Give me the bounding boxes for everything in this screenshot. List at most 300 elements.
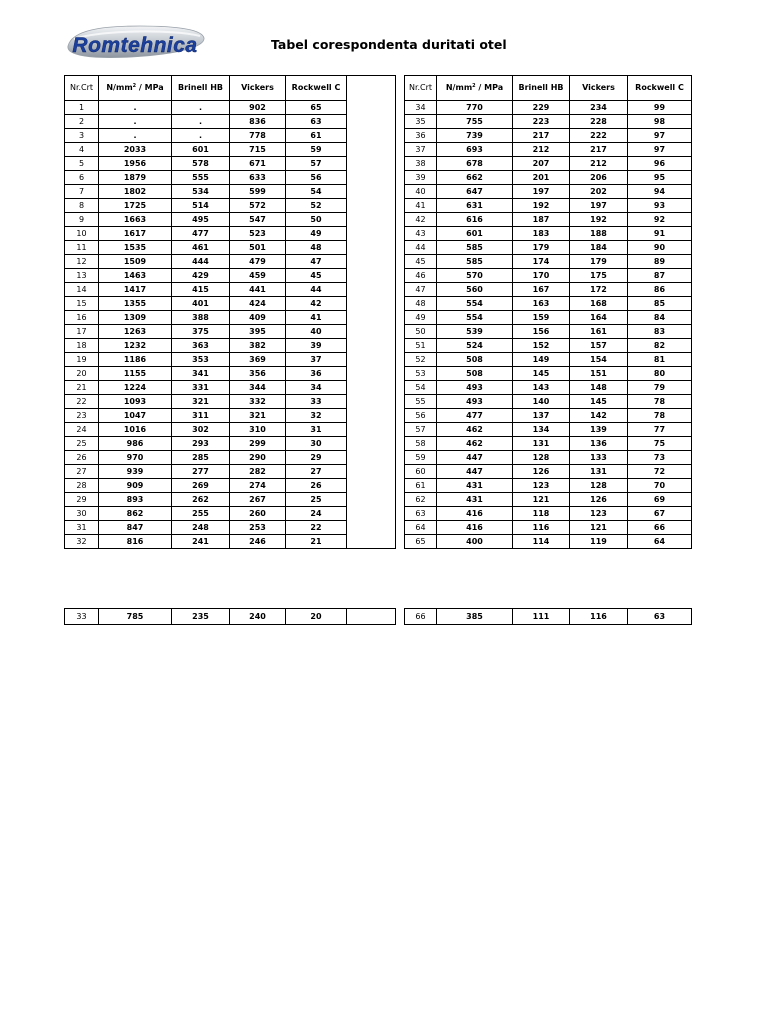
mpa-cell: 447 (437, 465, 513, 479)
col-header-empty (347, 76, 396, 101)
mpa-cell: 862 (99, 507, 172, 521)
vickers-cell: 136 (570, 437, 628, 451)
rockwell-cell: 63 (628, 609, 692, 625)
brinell-cell: 143 (513, 381, 570, 395)
rockwell-cell: 32 (286, 409, 347, 423)
spacer-cell (347, 521, 396, 535)
rockwell-cell: 52 (286, 199, 347, 213)
col-header-mpa-sup: 2 (472, 83, 476, 89)
brinell-cell: 121 (513, 493, 570, 507)
rockwell-cell: 75 (628, 437, 692, 451)
vickers-cell: 332 (230, 395, 286, 409)
vickers-cell: 253 (230, 521, 286, 535)
vickers-cell: 179 (570, 255, 628, 269)
rockwell-cell: 29 (286, 451, 347, 465)
nr-cell: 40 (405, 185, 437, 199)
vickers-cell: 126 (570, 493, 628, 507)
brinell-cell: 126 (513, 465, 570, 479)
nr-cell: 38 (405, 157, 437, 171)
brinell-cell: 269 (172, 479, 230, 493)
rockwell-cell: 36 (286, 367, 347, 381)
rockwell-cell: 67 (628, 507, 692, 521)
vickers-cell: 671 (230, 157, 286, 171)
table-row (65, 423, 396, 437)
rockwell-cell: 81 (628, 353, 692, 367)
vickers-cell: 131 (570, 465, 628, 479)
vickers-cell: 222 (570, 129, 628, 143)
spacer-cell (347, 493, 396, 507)
nr-cell: 20 (65, 367, 99, 381)
nr-cell: 49 (405, 311, 437, 325)
nr-cell: 14 (65, 283, 99, 297)
table-row (65, 437, 396, 451)
table-row (65, 493, 396, 507)
table-row (65, 129, 396, 143)
table-row (405, 535, 692, 549)
vickers-cell: 172 (570, 283, 628, 297)
nr-cell: 18 (65, 339, 99, 353)
mpa-cell: 400 (437, 535, 513, 549)
rockwell-cell: 61 (286, 129, 347, 143)
brinell-cell: 174 (513, 255, 570, 269)
col-header-nr: Nr.Crt (65, 76, 99, 101)
table-row (405, 395, 692, 409)
table-row (65, 479, 396, 493)
spacer-cell (347, 283, 396, 297)
table-row (405, 185, 692, 199)
logo-text: Romtehnica (72, 34, 198, 57)
mpa-cell: 462 (437, 437, 513, 451)
rockwell-cell: 54 (286, 185, 347, 199)
col-header-mpa (437, 76, 513, 101)
rockwell-cell: 33 (286, 395, 347, 409)
table-row (65, 269, 396, 283)
rockwell-cell: 50 (286, 213, 347, 227)
rockwell-cell: 47 (286, 255, 347, 269)
brinell-cell: 183 (513, 227, 570, 241)
rockwell-cell: 40 (286, 325, 347, 339)
nr-cell: 28 (65, 479, 99, 493)
rockwell-cell: 39 (286, 339, 347, 353)
page-title: Tabel corespondenta duritati otel (271, 37, 507, 52)
table-row (405, 283, 692, 297)
brinell-cell: 156 (513, 325, 570, 339)
rockwell-cell: 97 (628, 129, 692, 143)
table-row (65, 507, 396, 521)
spacer-cell (347, 241, 396, 255)
nr-cell: 54 (405, 381, 437, 395)
brinell-cell: 341 (172, 367, 230, 381)
vickers-cell: 409 (230, 311, 286, 325)
rockwell-cell: 34 (286, 381, 347, 395)
nr-cell: 51 (405, 339, 437, 353)
brinell-cell: 229 (513, 101, 570, 115)
mpa-cell: 431 (437, 479, 513, 493)
brinell-cell: 401 (172, 297, 230, 311)
vickers-cell: 164 (570, 311, 628, 325)
table-row (65, 367, 396, 381)
table-row (405, 381, 692, 395)
brinell-cell: 285 (172, 451, 230, 465)
spacer-cell (347, 451, 396, 465)
footer-table-left (64, 608, 396, 625)
table-row (65, 339, 396, 353)
brinell-cell: 187 (513, 213, 570, 227)
rockwell-cell: 56 (286, 171, 347, 185)
table-row (405, 129, 692, 143)
col-header-mpa-sup: 2 (132, 83, 137, 89)
romtehnica-logo (62, 24, 208, 64)
hardness-table-left (64, 75, 396, 549)
table-row (405, 465, 692, 479)
mpa-cell: 554 (437, 297, 513, 311)
nr-cell: 16 (65, 311, 99, 325)
spacer-cell (347, 353, 396, 367)
brinell-cell: 116 (513, 521, 570, 535)
nr-cell: 13 (65, 269, 99, 283)
brinell-cell: 118 (513, 507, 570, 521)
nr-cell: 10 (65, 227, 99, 241)
rockwell-cell: 30 (286, 437, 347, 451)
vickers-cell: 282 (230, 465, 286, 479)
spacer-cell (347, 143, 396, 157)
nr-cell: 64 (405, 521, 437, 535)
vickers-cell: 212 (570, 157, 628, 171)
brinell-cell: 321 (172, 395, 230, 409)
vickers-cell: 184 (570, 241, 628, 255)
nr-cell: 61 (405, 479, 437, 493)
nr-cell: 41 (405, 199, 437, 213)
table-row (405, 339, 692, 353)
brinell-cell: 293 (172, 437, 230, 451)
mpa-cell: 447 (437, 451, 513, 465)
mpa-cell: . (99, 129, 172, 143)
vickers-cell: 290 (230, 451, 286, 465)
vickers-cell: 175 (570, 269, 628, 283)
nr-cell: 30 (65, 507, 99, 521)
spacer-cell (347, 609, 396, 625)
vickers-cell: 310 (230, 423, 286, 437)
nr-cell: 36 (405, 129, 437, 143)
brinell-cell: 255 (172, 507, 230, 521)
rockwell-cell: 96 (628, 157, 692, 171)
brinell-cell: 179 (513, 241, 570, 255)
vickers-cell: 123 (570, 507, 628, 521)
nr-cell: 3 (65, 129, 99, 143)
nr-cell: 2 (65, 115, 99, 129)
brinell-cell: 170 (513, 269, 570, 283)
vickers-cell: 119 (570, 535, 628, 549)
rockwell-cell: 91 (628, 227, 692, 241)
table-row (405, 507, 692, 521)
vickers-cell: 547 (230, 213, 286, 227)
rockwell-cell: 78 (628, 395, 692, 409)
spacer-cell (347, 367, 396, 381)
mpa-cell: 647 (437, 185, 513, 199)
nr-cell: 32 (65, 535, 99, 549)
table-row (405, 213, 692, 227)
mpa-cell: 1879 (99, 171, 172, 185)
vickers-cell: 299 (230, 437, 286, 451)
table-row (65, 535, 396, 549)
table-row (65, 241, 396, 255)
nr-cell: 21 (65, 381, 99, 395)
rockwell-cell: 92 (628, 213, 692, 227)
table-row (65, 409, 396, 423)
nr-cell: 62 (405, 493, 437, 507)
nr-cell: 39 (405, 171, 437, 185)
mpa-cell: 1956 (99, 157, 172, 171)
rockwell-cell: 41 (286, 311, 347, 325)
mpa-cell: 631 (437, 199, 513, 213)
spacer-cell (347, 395, 396, 409)
nr-cell: 55 (405, 395, 437, 409)
brinell-cell: 241 (172, 535, 230, 549)
mpa-cell: 893 (99, 493, 172, 507)
rockwell-cell: 64 (628, 535, 692, 549)
table-row (405, 409, 692, 423)
mpa-cell: 1093 (99, 395, 172, 409)
mpa-cell: 1509 (99, 255, 172, 269)
mpa-cell: 1155 (99, 367, 172, 381)
vickers-cell: 116 (570, 609, 628, 625)
vickers-cell: 228 (570, 115, 628, 129)
mpa-cell: 385 (437, 609, 513, 625)
nr-cell: 33 (65, 609, 99, 625)
rockwell-cell: 45 (286, 269, 347, 283)
rockwell-cell: 65 (286, 101, 347, 115)
table-row (405, 241, 692, 255)
spacer-cell (347, 437, 396, 451)
nr-cell: 27 (65, 465, 99, 479)
mpa-cell: 508 (437, 367, 513, 381)
spacer-cell (347, 101, 396, 115)
mpa-cell: . (99, 101, 172, 115)
vickers-cell: 151 (570, 367, 628, 381)
brinell-cell: 429 (172, 269, 230, 283)
rockwell-cell: 63 (286, 115, 347, 129)
rockwell-cell: 69 (628, 493, 692, 507)
nr-cell: 48 (405, 297, 437, 311)
rockwell-cell: 90 (628, 241, 692, 255)
vickers-cell: 501 (230, 241, 286, 255)
nr-cell: 47 (405, 283, 437, 297)
brinell-cell: 223 (513, 115, 570, 129)
nr-cell: 44 (405, 241, 437, 255)
col-header-mpa-pre: N/mm (445, 83, 473, 92)
mpa-cell: 493 (437, 381, 513, 395)
brinell-cell: 145 (513, 367, 570, 381)
nr-cell: 42 (405, 213, 437, 227)
nr-cell: 17 (65, 325, 99, 339)
brinell-cell: 461 (172, 241, 230, 255)
nr-cell: 59 (405, 451, 437, 465)
rockwell-cell: 93 (628, 199, 692, 213)
table-row (405, 143, 692, 157)
table-row (405, 437, 692, 451)
table-row (405, 227, 692, 241)
table-row (65, 283, 396, 297)
table-row (405, 353, 692, 367)
nr-cell: 5 (65, 157, 99, 171)
col-header-vickers: Vickers (570, 76, 628, 101)
vickers-cell: 139 (570, 423, 628, 437)
brinell-cell: 114 (513, 535, 570, 549)
rockwell-cell: 83 (628, 325, 692, 339)
brinell-cell: 415 (172, 283, 230, 297)
table-row (405, 479, 692, 493)
mpa-cell: 560 (437, 283, 513, 297)
mpa-cell: 770 (437, 101, 513, 115)
table-row (65, 115, 396, 129)
vickers-cell: 836 (230, 115, 286, 129)
vickers-cell: 260 (230, 507, 286, 521)
brinell-cell: 311 (172, 409, 230, 423)
mpa-cell: 524 (437, 339, 513, 353)
rockwell-cell: 59 (286, 143, 347, 157)
vickers-cell: 267 (230, 493, 286, 507)
spacer-cell (347, 339, 396, 353)
rockwell-cell: 94 (628, 185, 692, 199)
rockwell-cell: 26 (286, 479, 347, 493)
mpa-cell: 1663 (99, 213, 172, 227)
col-header-rockwell: Rockwell C (286, 76, 347, 101)
brinell-cell: 207 (513, 157, 570, 171)
brinell-cell: 495 (172, 213, 230, 227)
rockwell-cell: 21 (286, 535, 347, 549)
mpa-cell: 1535 (99, 241, 172, 255)
mpa-cell: 477 (437, 409, 513, 423)
vickers-cell: 599 (230, 185, 286, 199)
rockwell-cell: 24 (286, 507, 347, 521)
vickers-cell: 344 (230, 381, 286, 395)
rockwell-cell: 86 (628, 283, 692, 297)
table-row (65, 171, 396, 185)
brinell-cell: 131 (513, 437, 570, 451)
nr-cell: 8 (65, 199, 99, 213)
table-row (405, 157, 692, 171)
table-row (65, 213, 396, 227)
brinell-cell: 353 (172, 353, 230, 367)
col-header-mpa-pre: N/mm (106, 83, 133, 92)
nr-cell: 35 (405, 115, 437, 129)
mpa-cell: 1232 (99, 339, 172, 353)
mpa-cell: 1309 (99, 311, 172, 325)
brinell-cell: 140 (513, 395, 570, 409)
nr-cell: 4 (65, 143, 99, 157)
table-row (405, 521, 692, 535)
table-row (405, 325, 692, 339)
rockwell-cell: 72 (628, 465, 692, 479)
brinell-cell: 192 (513, 199, 570, 213)
spacer-cell (347, 115, 396, 129)
mpa-cell: 816 (99, 535, 172, 549)
mpa-cell: 431 (437, 493, 513, 507)
mpa-cell: 585 (437, 241, 513, 255)
footer-left-body (65, 609, 396, 625)
mpa-cell: 1263 (99, 325, 172, 339)
mpa-cell: 616 (437, 213, 513, 227)
table-row (65, 521, 396, 535)
nr-cell: 11 (65, 241, 99, 255)
rockwell-cell: 97 (628, 143, 692, 157)
spacer-cell (347, 213, 396, 227)
vickers-cell: 197 (570, 199, 628, 213)
mpa-cell: 847 (99, 521, 172, 535)
brinell-cell: 149 (513, 353, 570, 367)
spacer-cell (347, 129, 396, 143)
brinell-cell: 159 (513, 311, 570, 325)
vickers-cell: 356 (230, 367, 286, 381)
rockwell-cell: 78 (628, 409, 692, 423)
table-row (65, 199, 396, 213)
mpa-cell: 416 (437, 507, 513, 521)
vickers-cell: 121 (570, 521, 628, 535)
table-row (65, 609, 396, 625)
vickers-cell: 274 (230, 479, 286, 493)
brinell-cell: 134 (513, 423, 570, 437)
table-row (405, 493, 692, 507)
spacer-cell (347, 185, 396, 199)
col-header-mpa-post: / MPa (475, 83, 504, 92)
brinell-cell: 302 (172, 423, 230, 437)
mpa-cell: 693 (437, 143, 513, 157)
rockwell-cell: 70 (628, 479, 692, 493)
brinell-cell: 152 (513, 339, 570, 353)
spacer-cell (347, 465, 396, 479)
brinell-cell: 514 (172, 199, 230, 213)
vickers-cell: 369 (230, 353, 286, 367)
table-row (65, 227, 396, 241)
nr-cell: 15 (65, 297, 99, 311)
brinell-cell: 375 (172, 325, 230, 339)
mpa-cell: 493 (437, 395, 513, 409)
nr-cell: 66 (405, 609, 437, 625)
mpa-cell: 601 (437, 227, 513, 241)
nr-cell: 24 (65, 423, 99, 437)
vickers-cell: 157 (570, 339, 628, 353)
brinell-cell: 277 (172, 465, 230, 479)
rockwell-cell: 84 (628, 311, 692, 325)
nr-cell: 9 (65, 213, 99, 227)
nr-cell: 46 (405, 269, 437, 283)
brinell-cell: 555 (172, 171, 230, 185)
nr-cell: 45 (405, 255, 437, 269)
brinell-cell: . (172, 115, 230, 129)
table-row (405, 171, 692, 185)
rockwell-cell: 25 (286, 493, 347, 507)
table-row (405, 115, 692, 129)
brinell-cell: 137 (513, 409, 570, 423)
vickers-cell: 902 (230, 101, 286, 115)
spacer-cell (347, 171, 396, 185)
col-header-brinell: Brinell HB (513, 76, 570, 101)
mpa-cell: 416 (437, 521, 513, 535)
rockwell-cell: 80 (628, 367, 692, 381)
nr-cell: 22 (65, 395, 99, 409)
mpa-cell: 1417 (99, 283, 172, 297)
mpa-cell: 1725 (99, 199, 172, 213)
rockwell-cell: 42 (286, 297, 347, 311)
vickers-cell: 395 (230, 325, 286, 339)
nr-cell: 63 (405, 507, 437, 521)
spacer-cell (347, 507, 396, 521)
brinell-cell: 123 (513, 479, 570, 493)
vickers-cell: 246 (230, 535, 286, 549)
rockwell-cell: 85 (628, 297, 692, 311)
vickers-cell: 142 (570, 409, 628, 423)
rockwell-cell: 48 (286, 241, 347, 255)
